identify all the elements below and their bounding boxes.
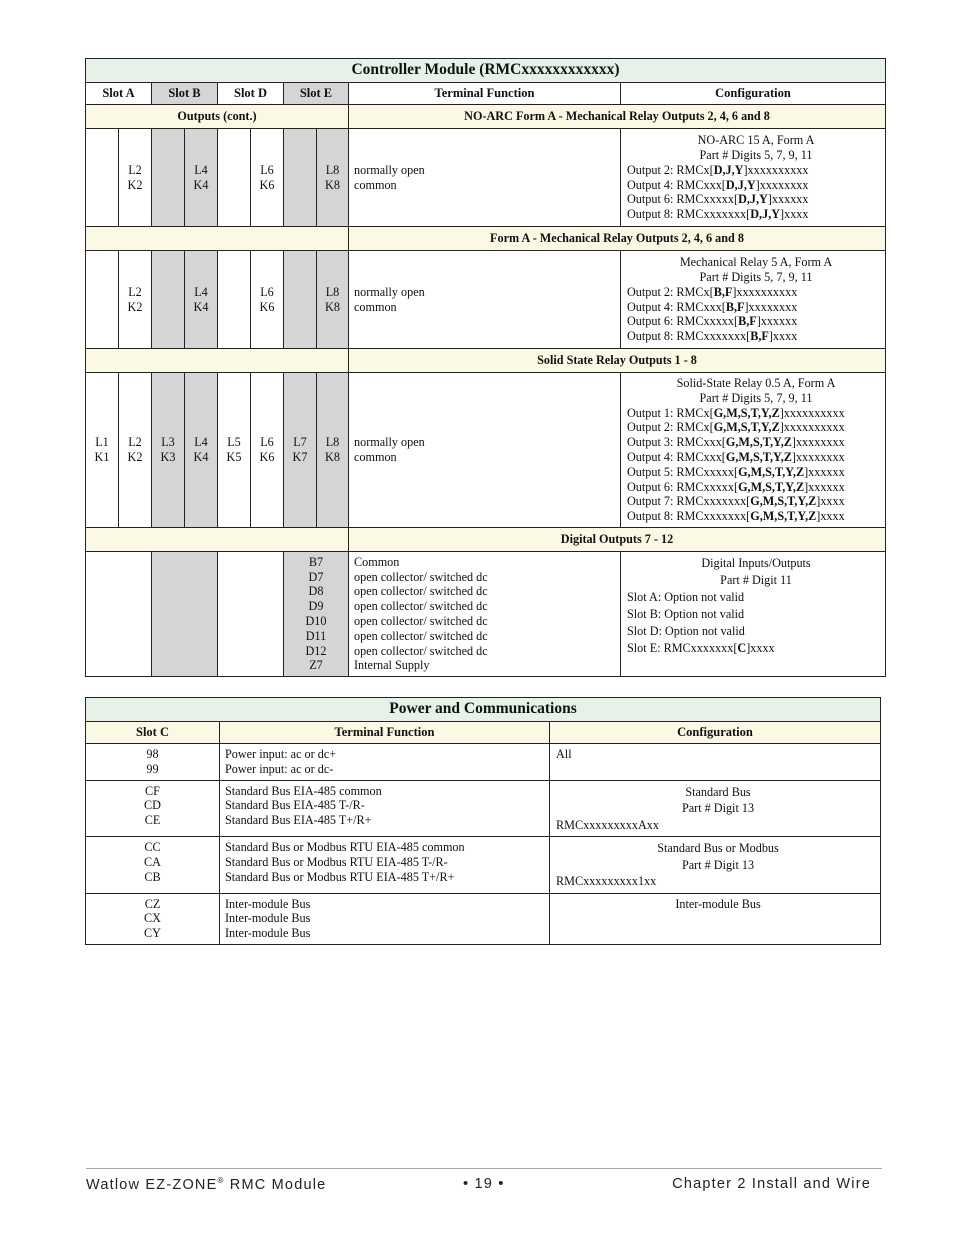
footer-chapter: Chapter 2 Install and Wire (672, 1176, 871, 1192)
text-line: K3 (160, 450, 176, 464)
table-row-config (550, 893, 881, 944)
text-line: D11 (305, 628, 327, 643)
config-line: Output 5: RMCxxxxx[G,M,S,T,Y,Z]xxxxxx (627, 464, 845, 479)
table-row-functions (220, 893, 550, 944)
pin-cell (152, 373, 185, 528)
config-line: Output 6: RMCxxxxx[D,J,Y]xxxxxx (627, 192, 809, 207)
text-line: K4 (193, 450, 209, 464)
header-slot-e: Slot E (284, 83, 349, 105)
terminal-function-cell: Common open collector/ switched dc open collector/ switched dc open collector/ switched dc open collector/ switched dc open collector/ switched dc open collector/ switched dc Internal Supply (349, 552, 621, 677)
pin-cell (317, 129, 349, 227)
footer-brand: Watlow EZ-ZONE® RMC Module (86, 1176, 327, 1193)
pin-cell (251, 129, 284, 227)
pin-cell (119, 373, 152, 528)
config-line: Output 8: RMCxxxxxxx[D,J,Y]xxxx (627, 207, 809, 222)
pin-cell-slot-b (152, 552, 218, 677)
text-line: Inter-module Bus (225, 911, 311, 926)
pin-cell-slot-a (86, 552, 152, 677)
text-line: Inter-module Bus (225, 926, 311, 941)
pin-cell (119, 251, 152, 349)
configuration-cell: Digital Inputs/Outputs Part # Digit 11 Slot A: Option not valid Slot B: Option not valid Slot D: Option not valid Slot E: RMCxxxxxxx[C]xxxx (621, 552, 886, 677)
text-line: Standard Bus or Modbus RTU EIA-485 T+/R+ (225, 869, 455, 884)
table-row-pins (86, 744, 220, 781)
pin-cell (185, 251, 218, 349)
text-line: CA (144, 854, 161, 869)
text-line: L3 (161, 435, 175, 450)
text-line: K4 (193, 299, 209, 314)
text-line: L7 (293, 435, 307, 450)
pin-cell (86, 251, 119, 349)
table-row-config: Standard Bus Part # Digit 13 RMCxxxxxxxxxAxx (550, 780, 881, 837)
pin-cell-slot-e (284, 552, 349, 677)
text-line: Inter-module Bus (225, 896, 311, 911)
pin-cell (251, 373, 284, 528)
text-line: Standard Bus or Modbus RTU EIA-485 common (225, 840, 465, 855)
header-terminal-function: Terminal Function (349, 83, 621, 105)
text-line: CD (144, 798, 161, 813)
text-line: L6 (260, 284, 274, 299)
text-line: Standard Bus EIA-485 T+/R+ (225, 813, 372, 828)
terminal-function-cell: normally open common (349, 373, 621, 528)
table-row-pins (86, 837, 220, 894)
text-line: L2 (128, 284, 142, 299)
text-line: K5 (226, 450, 242, 464)
text-line: K7 (292, 450, 308, 464)
pin-cell (152, 129, 185, 227)
text-line: L2 (128, 435, 142, 450)
table-row-config: Standard Bus or Modbus Part # Digit 13 RMCxxxxxxxxx1xx (550, 837, 881, 894)
header-terminal-function: Terminal Function (220, 722, 550, 744)
power-communications-table (85, 697, 881, 945)
text-line: Standard Bus or Modbus (657, 841, 779, 856)
text-line: K4 (193, 177, 209, 192)
config-line: Output 1: RMCx[G,M,S,T,Y,Z]xxxxxxxxxx (627, 405, 845, 420)
text-line: Inter-module Bus (675, 896, 761, 911)
text-line: CY (144, 926, 161, 941)
section-left-label: Outputs (cont.) (86, 105, 349, 129)
header-configuration: Configuration (550, 722, 881, 744)
section-left-label (86, 349, 349, 373)
text-line: D10 (305, 614, 327, 628)
text-line: L4 (194, 162, 208, 177)
text-line: CC (144, 840, 161, 855)
pin-cell (317, 373, 349, 528)
table-row-functions (220, 780, 550, 837)
page-number: • 19 • (463, 1176, 505, 1192)
text-line: CB (144, 869, 161, 884)
config-line: Output 4: RMCxxx[B,F]xxxxxxxx (627, 299, 798, 314)
text-line: 99 (146, 761, 159, 776)
text-line: L4 (194, 435, 208, 450)
config-line: Output 6: RMCxxxxx[G,M,S,T,Y,Z]xxxxxx (627, 479, 845, 494)
text-line: Part # Digit 13 (681, 857, 755, 872)
text-line: Standard Bus EIA-485 T-/R- (225, 798, 365, 813)
text-line: L6 (260, 162, 274, 177)
configuration-cell: Mechanical Relay 5 A, Form A Part # Digits 5, 7, 9, 11 Output 2: RMCx[B,F]xxxxxxxxxx Output 4: RMCxxx[B,F]xxxxxxxx Output 6: RMCxxxxx[B,F]xxxxxx Output 8: RMCxxxxxxx[B,F]xxxx (621, 251, 886, 349)
text-line: K2 (127, 177, 143, 192)
terminal-function-cell: normally open common (349, 251, 621, 349)
pin-cell (218, 129, 251, 227)
footer-divider (86, 1168, 882, 1169)
table-row-functions (220, 744, 550, 781)
text-line: D9 (308, 599, 324, 614)
configuration-cell: NO-ARC 15 A, Form A Part # Digits 5, 7, 9, 11 Output 2: RMCx[D,J,Y]xxxxxxxxxx Output 4: RMCxxx[D,J,Y]xxxxxxxx Output 6: RMCxxxxx[D,J,Y]xxxxxx Output 8: RMCxxxxxxx[D,J,Y]xxxx (621, 129, 886, 227)
text-line: K8 (325, 299, 340, 314)
terminal-function-cell: normally open common (349, 129, 621, 227)
text-line: L8 (325, 435, 340, 450)
section-title-form-a: Form A - Mechanical Relay Outputs 2, 4, 6 and 8 (349, 227, 886, 251)
config-line: Output 4: RMCxxx[G,M,S,T,Y,Z]xxxxxxxx (627, 450, 845, 464)
config-line: Output 8: RMCxxxxxxx[G,M,S,T,Y,Z]xxxx (627, 509, 845, 524)
config-line: Output 2: RMCx[D,J,Y]xxxxxxxxxx (627, 162, 809, 177)
text-line: CE (144, 813, 161, 828)
pin-cell (284, 251, 317, 349)
pin-cell (218, 373, 251, 528)
table-row-pins (86, 893, 220, 944)
config-line: Output 2: RMCx[G,M,S,T,Y,Z]xxxxxxxxxx (627, 420, 845, 435)
text-line: K6 (259, 177, 275, 192)
pin-cell (86, 373, 119, 528)
text-line: CF (145, 783, 160, 798)
text-line: K2 (127, 450, 143, 464)
text-line: Power input: ac or dc+ (225, 747, 337, 761)
config-line: Output 7: RMCxxxxxxx[G,M,S,T,Y,Z]xxxx (627, 494, 845, 509)
controller-module-title: Controller Module (RMCxxxxxxxxxxxx) (86, 59, 886, 83)
text-line: Z7 (309, 658, 323, 673)
configuration-cell: Solid-State Relay 0.5 A, Form A Part # Digits 5, 7, 9, 11 Output 1: RMCx[G,M,S,T,Y,Z]xxxxxxxxxx Output 2: RMCx[G,M,S,T,Y,Z]xxxxxxxxxx Output 3: RMCxxx[G,M,S,T,Y,Z]xxxxxxxx Output 4: RMCxxx[G,M,S,T,Y,Z]xxxxxxxx Output 5: RMCxxxxx[G,M,S,T,Y,Z]xxxxxx Output 6: RMCxxxxx[G,M,S,T,Y,Z]xxxxxx Output 7: RMCxxxxxxx[G,M,S,T,Y,Z]xxxx Output 8: RMCxxxxxxx[G,M,S,T,Y,Z]xxxx (621, 373, 886, 528)
text-line: L4 (194, 284, 208, 299)
header-configuration: Configuration (621, 83, 886, 105)
text-line: Part # Digit 13 (681, 801, 755, 816)
text-line: K1 (94, 450, 110, 464)
config-line: Output 6: RMCxxxxx[B,F]xxxxxx (627, 314, 798, 329)
pin-cell (152, 251, 185, 349)
pin-cell-slot-d (218, 552, 284, 677)
section-left-label (86, 528, 349, 552)
table-row-functions (220, 837, 550, 894)
text-line: B7 (308, 554, 324, 569)
section-left-label (86, 227, 349, 251)
pin-cell (284, 373, 317, 528)
config-line: Output 2: RMCx[B,F]xxxxxxxxxx (627, 284, 798, 299)
table-row-pins (86, 780, 220, 837)
text-line: K8 (325, 177, 340, 192)
pin-cell (284, 129, 317, 227)
text-line: L8 (325, 162, 340, 177)
text-line: Standard Bus or Modbus RTU EIA-485 T-/R- (225, 854, 448, 869)
controller-module-table (85, 58, 886, 677)
text-line: L6 (260, 435, 274, 450)
power-communications-title: Power and Communications (86, 698, 881, 722)
text-line: L2 (128, 162, 142, 177)
text-line: D8 (308, 584, 324, 599)
text-line: D12 (305, 643, 327, 658)
pin-cell (86, 129, 119, 227)
text-line: 98 (146, 747, 159, 761)
pin-cell (185, 129, 218, 227)
pin-cell (251, 251, 284, 349)
text-line: L8 (325, 284, 340, 299)
section-title-noarc: NO-ARC Form A - Mechanical Relay Outputs 2, 4, 6 and 8 (349, 105, 886, 129)
text-line: Standard Bus (685, 784, 751, 799)
text-line: K6 (259, 450, 275, 464)
pin-cell (185, 373, 218, 528)
config-line: Output 3: RMCxxx[G,M,S,T,Y,Z]xxxxxxxx (627, 435, 845, 450)
text-line: CZ (144, 896, 161, 911)
config-line: Output 8: RMCxxxxxxx[B,F]xxxx (627, 329, 798, 344)
config-line: Slot E: RMCxxxxxxx[C]xxxx (627, 641, 775, 655)
pin-cell (119, 129, 152, 227)
text-line: K6 (259, 299, 275, 314)
text-line: D7 (308, 569, 324, 584)
text-line: L1 (95, 435, 109, 450)
table-row-config: All (550, 744, 881, 781)
text-line: Standard Bus EIA-485 common (225, 783, 382, 798)
header-slot-a: Slot A (86, 83, 152, 105)
pin-cell (218, 251, 251, 349)
text-line: L5 (227, 435, 241, 450)
text-line: K2 (127, 299, 143, 314)
header-slot-d: Slot D (218, 83, 284, 105)
config-line: Output 4: RMCxxx[D,J,Y]xxxxxxxx (627, 177, 809, 192)
header-slot-b: Slot B (152, 83, 218, 105)
text-line: CX (144, 911, 161, 926)
header-slot-c: Slot C (86, 722, 220, 744)
text-line: Power input: ac or dc- (225, 761, 334, 776)
pin-cell (317, 251, 349, 349)
section-title-digital-outputs: Digital Outputs 7 - 12 (349, 528, 886, 552)
text-line: K8 (325, 450, 340, 464)
section-title-solid-state: Solid State Relay Outputs 1 - 8 (349, 349, 886, 373)
